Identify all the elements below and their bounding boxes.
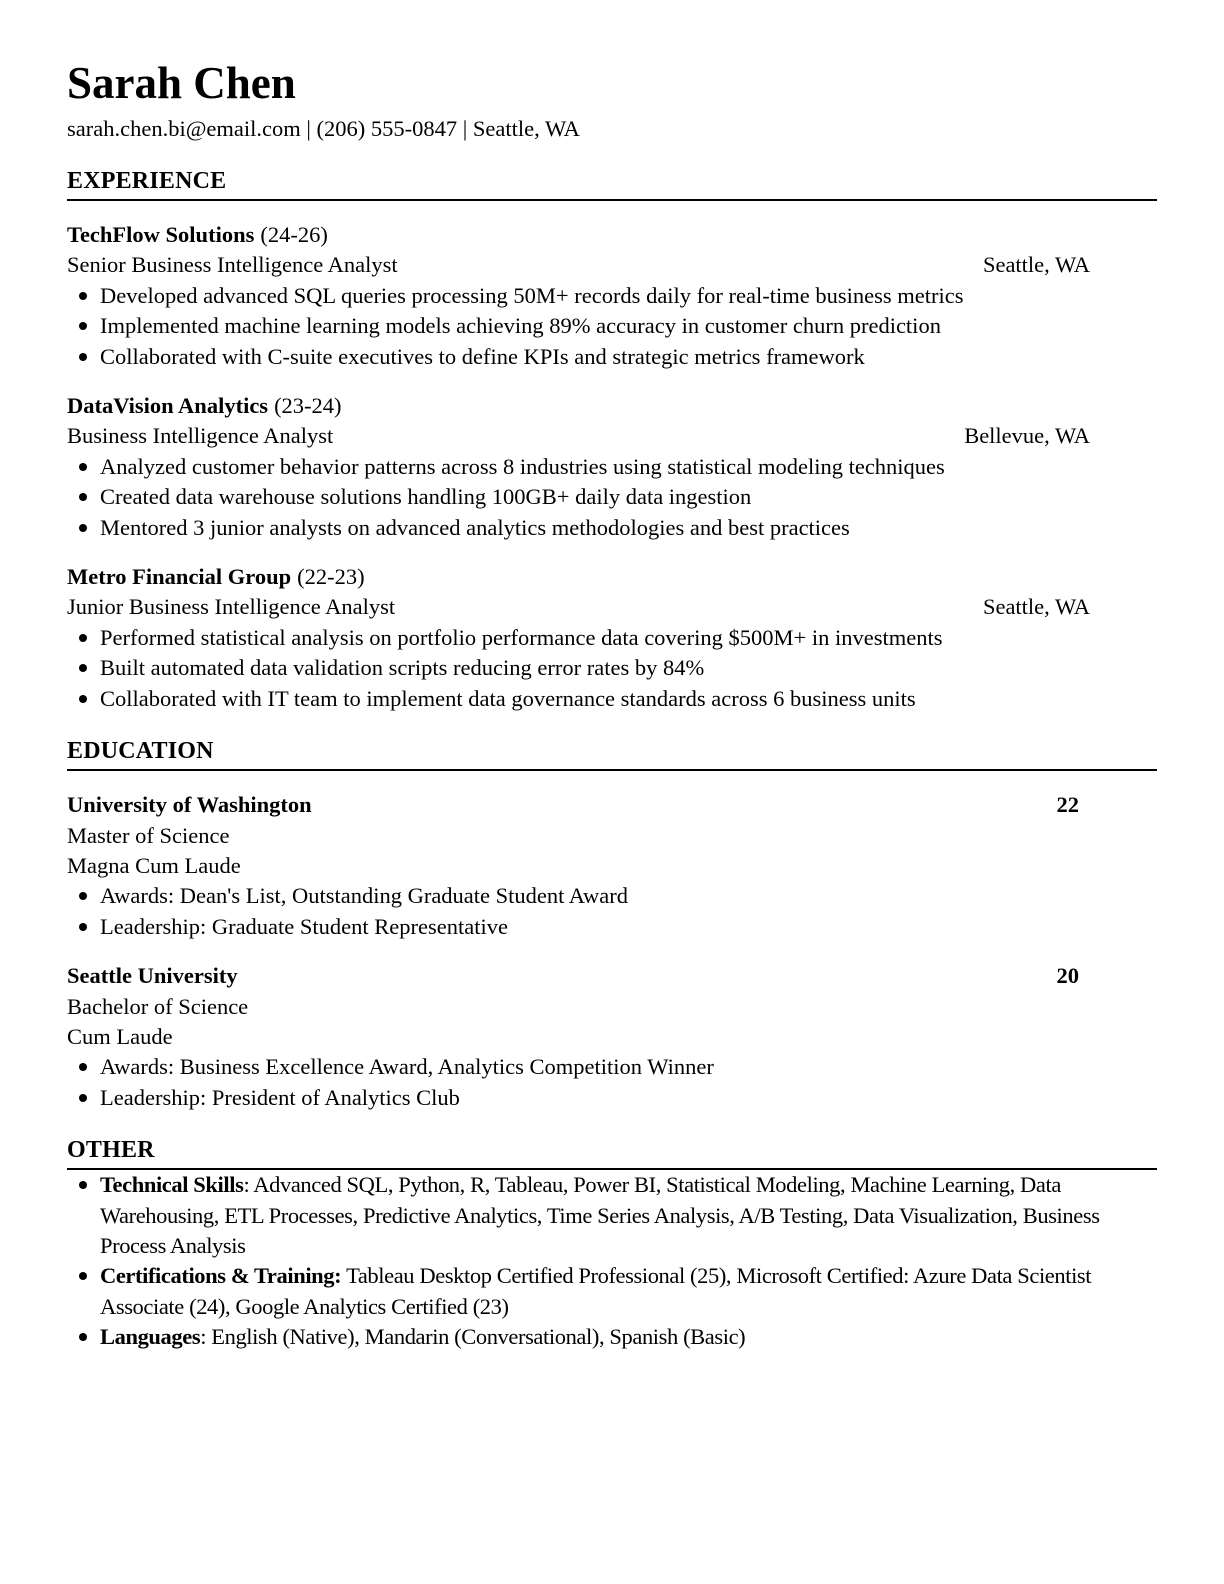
bullet-item: Leadership: Graduate Student Representative <box>67 912 1157 942</box>
bullet-list <box>67 452 1157 543</box>
school-degree: Master of Science <box>67 822 230 848</box>
bullet-item: Implemented machine learning models achieving 89% accuracy in customer churn prediction <box>67 311 1157 341</box>
bullet-item: Developed advanced SQL queries processing 50M+ records daily for real-time business metrics <box>67 281 1157 311</box>
job-company-row <box>67 220 1157 250</box>
bullet-list <box>67 1052 1157 1113</box>
bullet-item: Created data warehouse solutions handling 100GB+ daily data ingestion <box>67 482 1157 512</box>
other-item-label: Languages <box>100 1324 201 1350</box>
bullet-item: Awards: Business Excellence Award, Analytics Competition Winner <box>67 1052 1157 1082</box>
company-dates: (24-26) <box>260 222 328 247</box>
bullet-item: Built automated data validation scripts reducing error rates by 84% <box>67 653 1157 683</box>
section-other <box>67 1137 1157 1352</box>
other-item-text: Tableau Desktop Certified Professional (25), Microsoft Certified: Azure Data Scientist Associate (24), Google Analytics Certified (23) <box>100 1263 1092 1319</box>
bullet-item: Analyzed customer behavior patterns across 8 industries using statistical modeling techniques <box>67 452 1157 482</box>
school-degree: Bachelor of Science <box>67 993 249 1019</box>
school-entry <box>67 790 1157 942</box>
other-item <box>67 1170 1157 1261</box>
bullet-list <box>67 281 1157 372</box>
bullet-item: Collaborated with C-suite executives to define KPIs and strategic metrics framework <box>67 342 1157 372</box>
bullet-item: Performed statistical analysis on portfolio performance data covering $500M+ in investments <box>67 623 1157 653</box>
other-item <box>67 1322 1157 1352</box>
company-dates: (22-23) <box>297 564 365 590</box>
company-name: TechFlow Solutions <box>67 222 255 247</box>
job-title: Junior Business Intelligence Analyst <box>67 594 396 620</box>
school-honors: Cum Laude <box>67 1023 173 1049</box>
experience-heading: EXPERIENCE <box>67 168 1157 201</box>
other-item-text: : Advanced SQL, Python, R, Tableau, Power BI, Statistical Modeling, Machine Learning, Data Warehousing, ETL Processes, Predictive Analytics, Time Series Analysis, A/B Testing, Data Visualization, Business Process Analysis <box>100 1172 1100 1258</box>
contact-line: sarah.chen.bi@email.com | (206) 555-0847 | Seattle, WA <box>67 116 580 141</box>
education-heading: EDUCATION <box>67 738 1157 771</box>
school-year: 20 <box>1056 963 1079 989</box>
section-experience <box>67 168 1157 714</box>
school-entry <box>67 961 1157 1113</box>
job-title-row <box>67 421 1157 451</box>
section-education <box>67 738 1157 1113</box>
bullet-item: Mentored 3 junior analysts on advanced analytics methodologies and best practices <box>67 513 1157 543</box>
job-location: Seattle, WA <box>982 594 1090 620</box>
school-year: 22 <box>1056 792 1079 818</box>
resume-header <box>67 56 1157 144</box>
company-name: Metro Financial Group <box>67 564 292 590</box>
bullet-item: Awards: Dean's List, Outstanding Graduate Student Award <box>67 881 1157 911</box>
job-title-row <box>67 250 1157 280</box>
job-location: Bellevue, WA <box>964 423 1090 449</box>
job-title: Senior Business Intelligence Analyst <box>67 252 398 278</box>
company-dates: (23-24) <box>274 393 342 419</box>
other-item-text: : English (Native), Mandarin (Conversational), Spanish (Basic) <box>200 1324 746 1350</box>
school-name: Seattle University <box>67 963 238 989</box>
bullet-item: Leadership: President of Analytics Club <box>67 1083 1157 1113</box>
job-title: Business Intelligence Analyst <box>67 423 334 449</box>
school-name-row <box>67 961 1157 991</box>
job-entry <box>67 220 1157 372</box>
job-title-row <box>67 592 1157 622</box>
school-honors: Magna Cum Laude <box>67 852 241 878</box>
job-location: Seattle, WA <box>982 252 1090 278</box>
other-item-label: Technical Skills <box>100 1172 244 1198</box>
candidate-name: Sarah Chen <box>67 58 296 108</box>
bullet-list <box>67 881 1157 942</box>
job-company-row <box>67 562 1157 592</box>
bullet-list <box>67 623 1157 714</box>
school-name: University of Washington <box>67 792 312 818</box>
bullet-item: Collaborated with IT team to implement data governance standards across 6 business units <box>67 684 1157 714</box>
other-list <box>67 1170 1157 1352</box>
other-item-label: Certifications & Training: <box>100 1263 342 1289</box>
job-entry <box>67 562 1157 714</box>
job-company-row <box>67 391 1157 421</box>
job-entry <box>67 391 1157 543</box>
school-name-row <box>67 790 1157 820</box>
company-name: DataVision Analytics <box>67 393 269 419</box>
other-heading: OTHER <box>67 1137 1157 1170</box>
other-item <box>67 1261 1157 1322</box>
